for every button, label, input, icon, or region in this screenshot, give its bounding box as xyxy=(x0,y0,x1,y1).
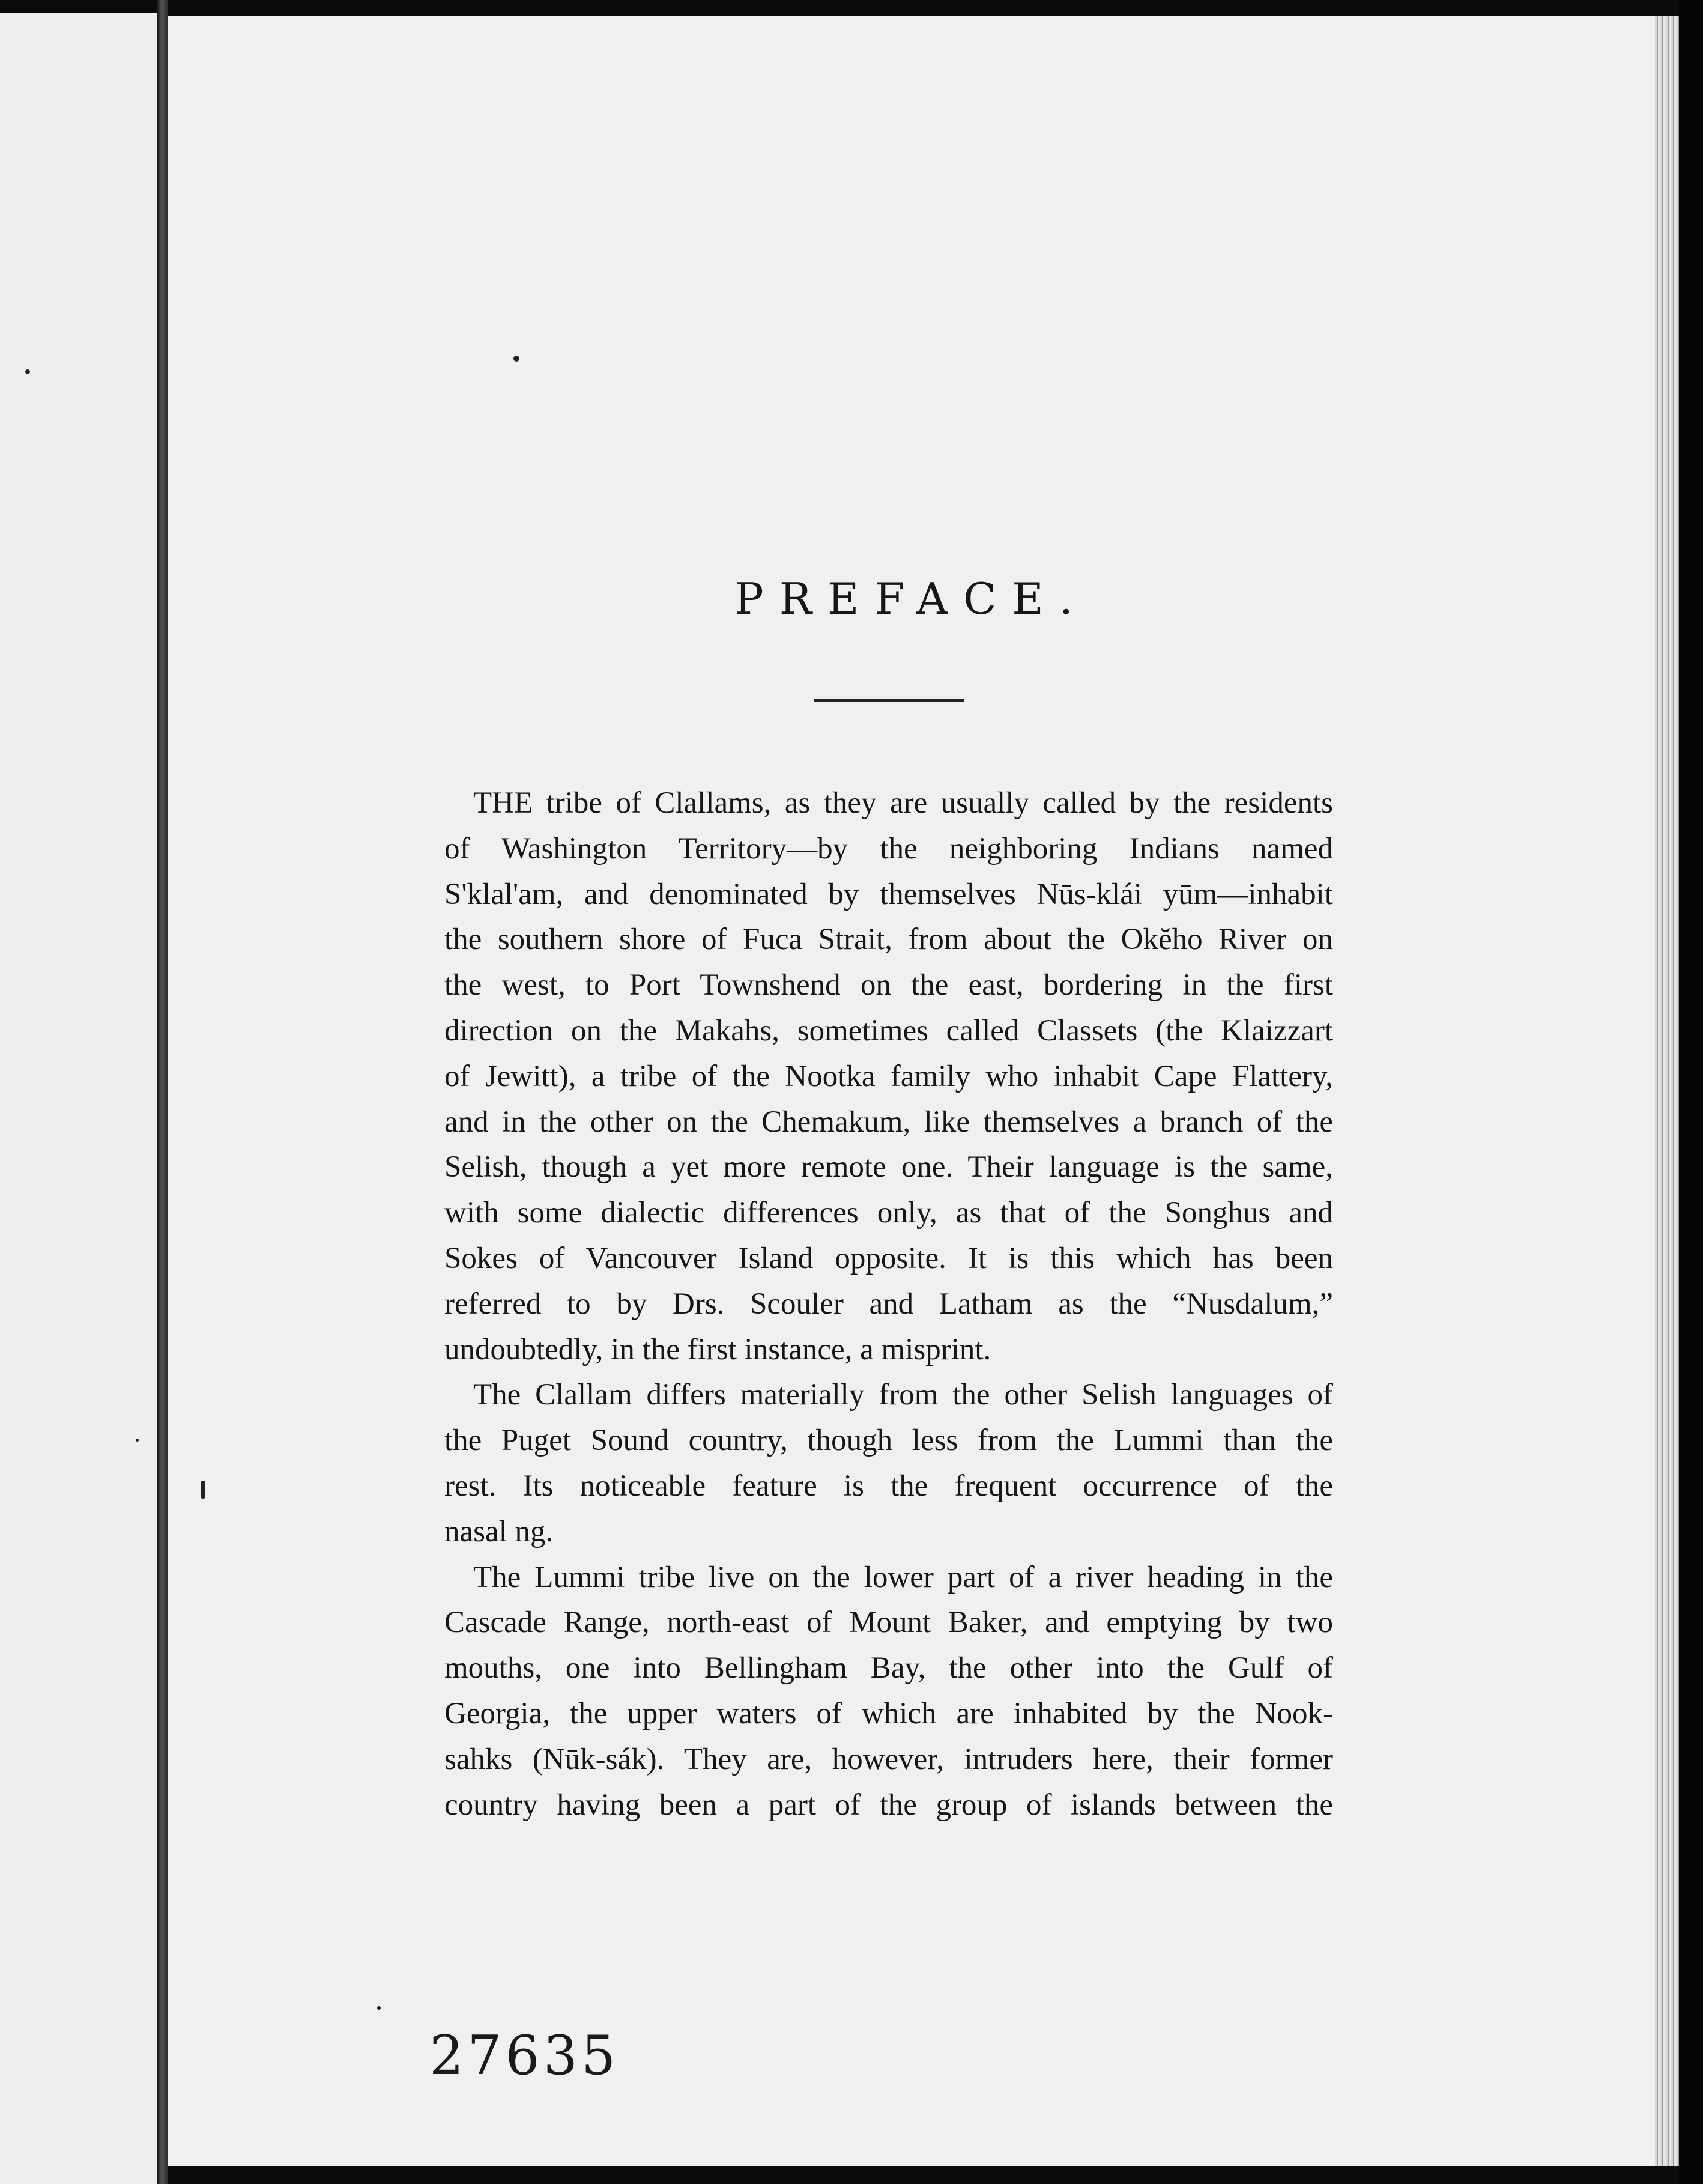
text-line: the west, to Port Townshend on the east, bordering in the first xyxy=(444,968,1333,1003)
left-page-edge xyxy=(0,13,161,2184)
text-line: rest. Its noticeable feature is the frequent occurrence of the xyxy=(444,1469,1333,1503)
text-line: THE tribe of Clallams, as they are usually called by the residents xyxy=(473,786,1333,820)
text-line: Georgia, the upper waters of which are inhabited by the Nook- xyxy=(444,1696,1333,1731)
text-line: Sokes of Vancouver Island opposite. It is this which has been xyxy=(444,1241,1333,1275)
text-line: referred to by Drs. Scouler and Latham as the “Nusdalum,” xyxy=(444,1287,1333,1321)
text-line: Cascade Range, north-east of Mount Baker, and emptying by two xyxy=(444,1606,1333,1640)
text-line: S'klal'am, and denominated by themselves Nūs-klái yūm—inhabit xyxy=(444,877,1333,911)
ink-speck xyxy=(201,1481,205,1499)
text-line: mouths, one into Bellingham Bay, the other into the Gulf of xyxy=(444,1651,1333,1685)
text-line: the southern shore of Fuca Strait, from about the Okĕho River on xyxy=(444,923,1333,957)
text-line: direction on the Makahs, sometimes called Classets (the Klaizzart xyxy=(444,1013,1333,1048)
preface-body xyxy=(444,781,1333,1828)
catalog-number: 27635 xyxy=(429,2024,620,2087)
scan-border xyxy=(1679,0,1703,2184)
text-line: The Lummi tribe live on the lower part of a river heading in the xyxy=(473,1560,1333,1594)
text-line: with some dialectic differences only, as that of the Songhus and xyxy=(444,1196,1333,1230)
ink-speck xyxy=(513,356,519,362)
page-stack-edge xyxy=(1655,16,1679,2166)
paragraph-1 xyxy=(444,781,1333,1373)
text-line: country having been a part of the group of islands between the xyxy=(444,1788,1333,1822)
ink-speck xyxy=(136,1439,139,1442)
text-line: of Jewitt), a tribe of the Nootka family who inhabit Cape Flattery, xyxy=(444,1059,1333,1093)
text-line: sahks (Nūk-sák). They are, however, intruders here, their former xyxy=(444,1742,1333,1776)
ink-speck xyxy=(25,369,30,374)
page-title: PREFACE. xyxy=(734,574,1089,624)
text-line: and in the other on the Chemakum, like themselves a branch of the xyxy=(444,1105,1333,1139)
text-line: the Puget Sound country, though less from the Lummi than the xyxy=(444,1424,1333,1458)
title-rule xyxy=(814,699,964,702)
text-line: undoubtedly, in the first instance, a misprint. xyxy=(444,1332,991,1367)
paragraph-2 xyxy=(444,1373,1333,1555)
text-line: of Washington Territory—by the neighboring Indians named xyxy=(444,831,1333,866)
text-line: Selish, though a yet more remote one. Their language is the same, xyxy=(444,1150,1333,1185)
paragraph-3 xyxy=(444,1555,1333,1828)
text-line: nasal ng. xyxy=(444,1514,554,1549)
book-gutter xyxy=(157,0,168,2184)
text-line: The Clallam differs materially from the other Selish languages of xyxy=(473,1378,1333,1412)
ink-speck xyxy=(377,2006,381,2010)
